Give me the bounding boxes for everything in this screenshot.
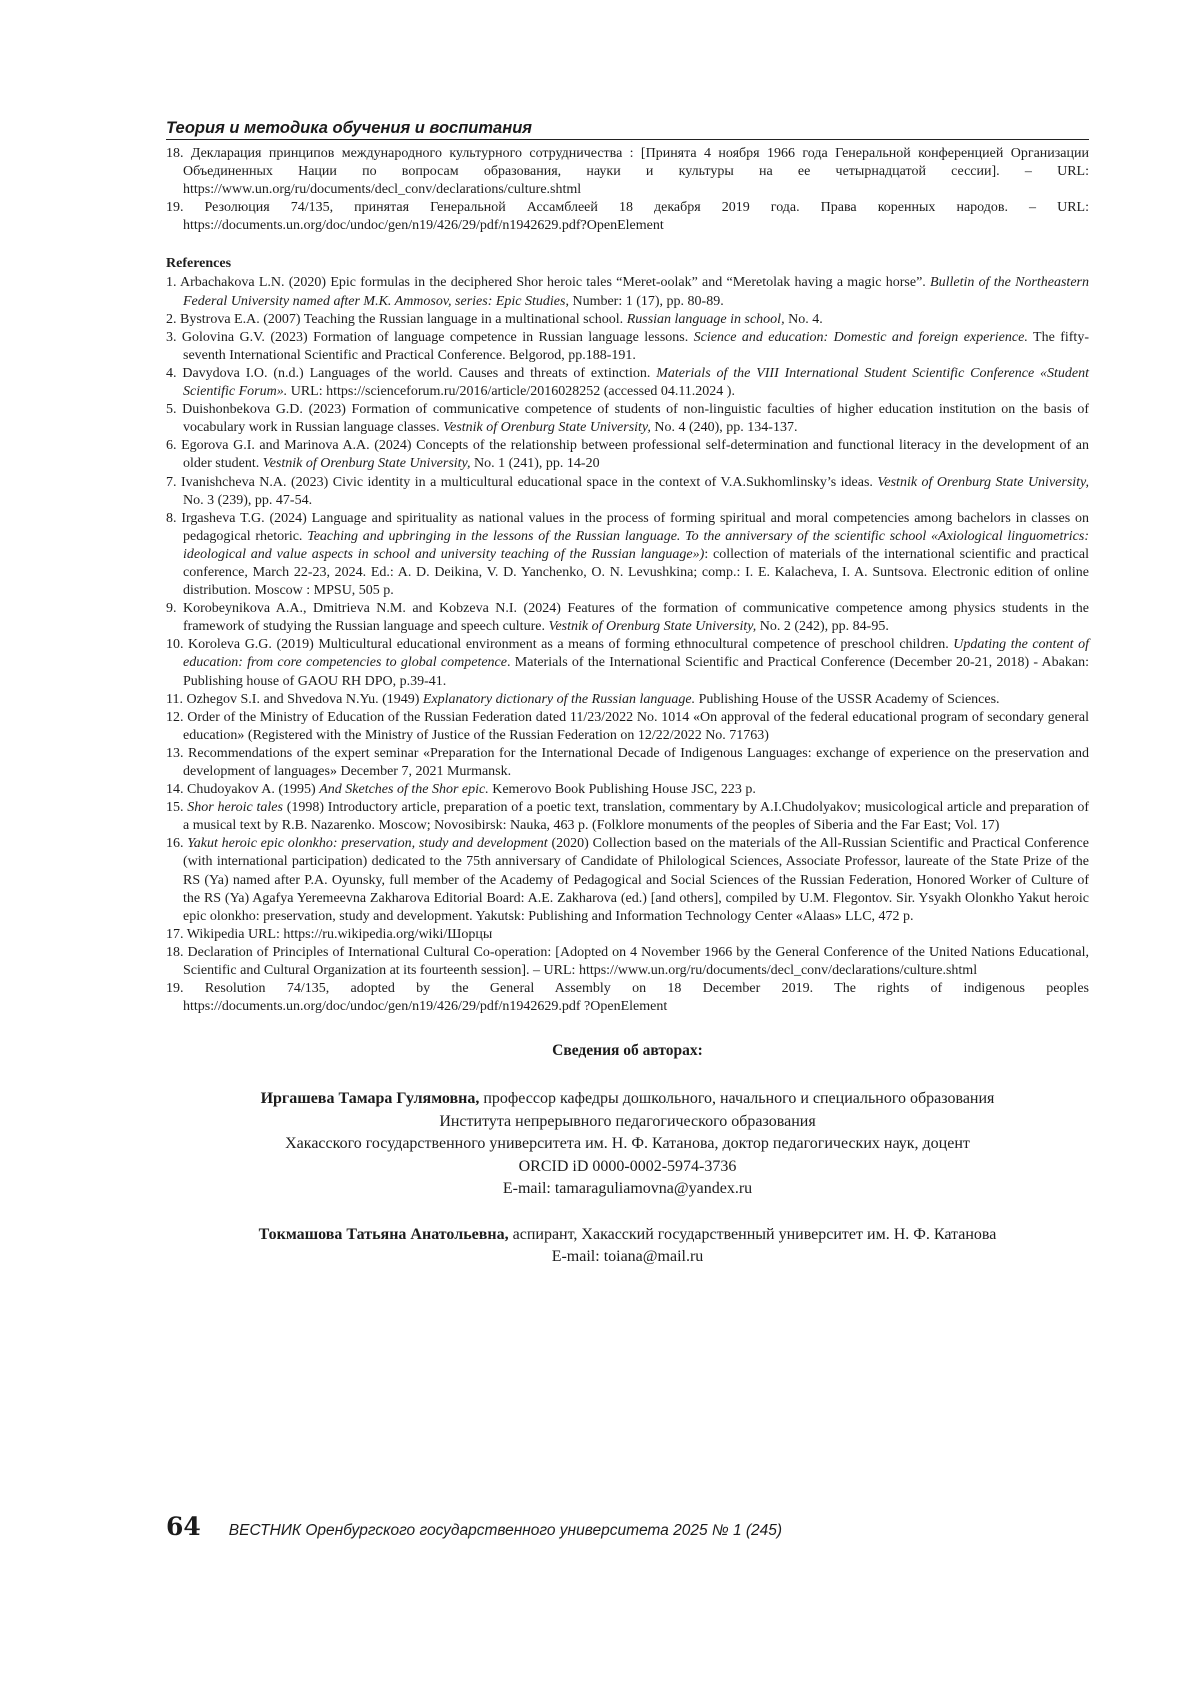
reference-item: 2. Bystrova E.A. (2007) Teaching the Russian language in a multinational school. Russian language in school, No. 4.	[166, 311, 823, 327]
author-info-line: профессор кафедры дошкольного, начального и специального образования	[479, 1090, 995, 1108]
author-info-line: Хакасского государственного университета им. Н. Ф. Катанова, доктор педагогических наук, доцент	[285, 1135, 970, 1153]
reference-item: 5. Duishonbekova G.D. (2023) Formation of communicative competence of students of non-linguistic faculties of higher education institution on the basis of vocabulary work in Russian language classes. Vestnik of Orenburg State University, No. 4 (240), pp. 134-137.	[166, 402, 1089, 436]
reference-item: 10. Koroleva G.G. (2019) Multicultural educational environment as a means of forming ethnocultural competence of preschool children. Updating the content of education: from core competencies to global competence. Materials of the International Scientific and Practical Conference (December 20-21, 2018) - Abakan: Publishing house of GAOU RH DPO, p.39-41.	[166, 637, 1089, 689]
journal-title: ВЕСТНИК Оренбургского государственного университета 2025 № 1 (245)	[228, 1522, 783, 1539]
author-block	[166, 1224, 1089, 1269]
references-list	[166, 274, 1089, 1016]
page-number: 64	[166, 1512, 201, 1541]
author-email: E-mail: tamaraguliamovna@yandex.ru	[502, 1180, 753, 1198]
reference-item: 11. Ozhegov S.I. and Shvedova N.Yu. (1949) Explanatory dictionary of the Russian language. Publishing House of the USSR Academy of Sciences.	[166, 691, 1000, 707]
reference-item: 18. Декларация принципов международного культурного сотрудничества : [Принята 4 ноября 1966 года Генеральной конференцией Организации Объединенных Нации по вопросам образования, науки и культуры на ее четырнадцатой сессии]. – URL: https://www.un.org/ru/documents/decl_conv/declarations/culture.shtml	[166, 146, 1089, 198]
author-orcid: ORCID iD 0000-0002-5974-3736	[518, 1157, 737, 1175]
reference-item: 17. Wikipedia URL: https://ru.wikipedia.org/wiki/Шорцы	[166, 926, 493, 942]
author-info-line: Института непрерывного педагогического образования	[439, 1112, 816, 1130]
page-content	[166, 118, 1089, 1292]
reference-item: 18. Declaration of Principles of International Cultural Co-operation: [Adopted on 4 November 1966 by the General Conference of the United Nations Educational, Scientific and Cultural Organization at its fourteenth session]. – URL: https://www.un.org/ru/documents/decl_conv/declarations/culture.shtml	[166, 944, 1089, 979]
russian-references-tail	[166, 145, 1089, 235]
reference-item: 19. Resolution 74/135, adopted by the General Assembly on 18 December 2019. The rights of indigenous peoples https://documents.un.org/doc/undoc/gen/n19/426/29/pdf/n1942629.pdf ?OpenElement	[166, 981, 1089, 1015]
author-info-line: аспирант, Хакасский государственный университет им. Н. Ф. Катанова	[508, 1225, 997, 1243]
reference-item: 13. Recommendations of the expert seminar «Preparation for the International Decade of Indigenous Languages: exchange of experience on the preservation and development of languages» December 7, 2021 Murmansk.	[166, 745, 1089, 779]
authors-heading: Сведения об авторах:	[552, 1042, 703, 1060]
reference-item: 7. Ivanishcheva N.A. (2023) Civic identity in a multicultural educational space in the context of V.A.Sukhomlinsky’s ideas. Vestnik of Orenburg State University, No. 3 (239), pp. 47-54.	[166, 474, 1089, 508]
reference-item: 14. Chudoyakov A. (1995) And Sketches of the Shor epic. Kemerovo Book Publishing House JSC, 223 p.	[166, 782, 756, 798]
references-heading: References	[166, 256, 232, 272]
author-block	[166, 1088, 1089, 1201]
running-head: Теория и методика обучения и воспитания	[166, 118, 1089, 140]
reference-item: 19. Резолюция 74/135, принятая Генеральной Ассамблеей 18 декабря 2019 года. Права коренных народов. – URL: https://documents.un.org/doc/undoc/gen/n19/426/29/pdf/n1942629.pdf?OpenElement	[166, 200, 1089, 234]
reference-item: 1. Arbachakova L.N. (2020) Epic formulas in the deciphered Shor heroic tales “Meret-oolak” and “Meretolak having a magic horse”. Bulletin of the Northeastern Federal University named after M.K. Ammosov, series: Epic Studies, Number: 1 (17), pp. 80-89.	[166, 275, 1089, 309]
page-footer	[166, 1512, 782, 1541]
author-email: E-mail: toiana@mail.ru	[551, 1248, 704, 1266]
reference-item: 6. Egorova G.I. and Marinova A.A. (2024) Concepts of the relationship between professional self-determination and functional literacy in the development of an older student. Vestnik of Orenburg State University, No. 1 (241), pp. 14-20	[166, 438, 1089, 472]
author-name: Иргашева Тамара Гулямовна,	[260, 1090, 480, 1108]
reference-item: 12. Order of the Ministry of Education of the Russian Federation dated 11/23/2022 No. 1014 «On approval of the federal educational program of secondary general education» (Registered with the Ministry of Justice of the Russian Federation on 12/22/2022 No. 71763)	[166, 709, 1089, 743]
reference-item: 16. Yakut heroic epic olonkho: preservation, study and development (2020) Collection based on the materials of the All-Russian Scientific and Practical Conference (with international participation) dedicated to the 75th anniversary of Candidate of Philological Sciences, Associate Professor, laureate of the State Prize of the RS (Ya) named after P.A. Oyunsky, full member of the Academy of Pedagogical and Social Sciences of the Russian Federation, Honored Worker of Culture of the RS (Ya) Agafya Yeremeevna Zakharova Editorial Board: A.E. Zakharova (ed.) [and others], compiled by U.M. Flegontov. Sir. Ysyakh Olonkho Yakut heroic epic olonkho: preservation, study and development. Yakutsk: Publishing and Information Technology Center «Alaas» LLC, 472 p.	[166, 836, 1089, 924]
reference-item: 9. Korobeynikova A.A., Dmitrieva N.M. and Kobzeva N.I. (2024) Features of the formation of communicative competence among physics students in the framework of studying the Russian language and speech culture. Vestnik of Orenburg State University, No. 2 (242), pp. 84-95.	[166, 601, 1089, 635]
reference-item: 4. Davydova I.O. (n.d.) Languages of the world. Causes and threats of extinction. Materials of the VIII International Student Scientific Conference «Student Scientific Forum». URL: https://scienceforum.ru/2016/article/2016028252 (accessed 04.11.2024 ).	[166, 365, 1090, 400]
reference-item: 15. Shor heroic tales (1998) Introductory article, preparation of a poetic text, translation, commentary by A.I.Chudolyakov; musicological article and preparation of a musical text by R.B. Nazarenko. Moscow; Novosibirsk: Nauka, 463 p. (Folklore monuments of the peoples of Siberia and the Far East; Vol. 17)	[166, 800, 1090, 834]
author-name: Токмашова Татьяна Анатольевна,	[258, 1225, 509, 1243]
reference-item: 3. Golovina G.V. (2023) Formation of language competence in Russian language lessons. Science and education: Domestic and foreign experience. The fifty-seventh International Scientific and Practical Conference. Belgorod, pp.188-191.	[166, 329, 1089, 363]
reference-item: 8. Irgasheva T.G. (2024) Language and spirituality as national values in the process of forming spiritual and moral competencies among bachelors in classes on pedagogical rhetoric. Teaching and upbringing in the lessons of the Russian language. To the anniversary of the scientific school «Axiological linguometrics: ideological and value aspects in school and university teaching of the Russian language»): collection of materials of the international scientific and practical conference, March 22-23, 2024. Ed.: A. D. Deikina, V. D. Yanchenko, O. N. Levushkina; comp.: I. E. Kalacheva, I. A. Suntsova. Electronic edition of online distribution. Moscow : MPSU, 505 p.	[166, 510, 1089, 599]
